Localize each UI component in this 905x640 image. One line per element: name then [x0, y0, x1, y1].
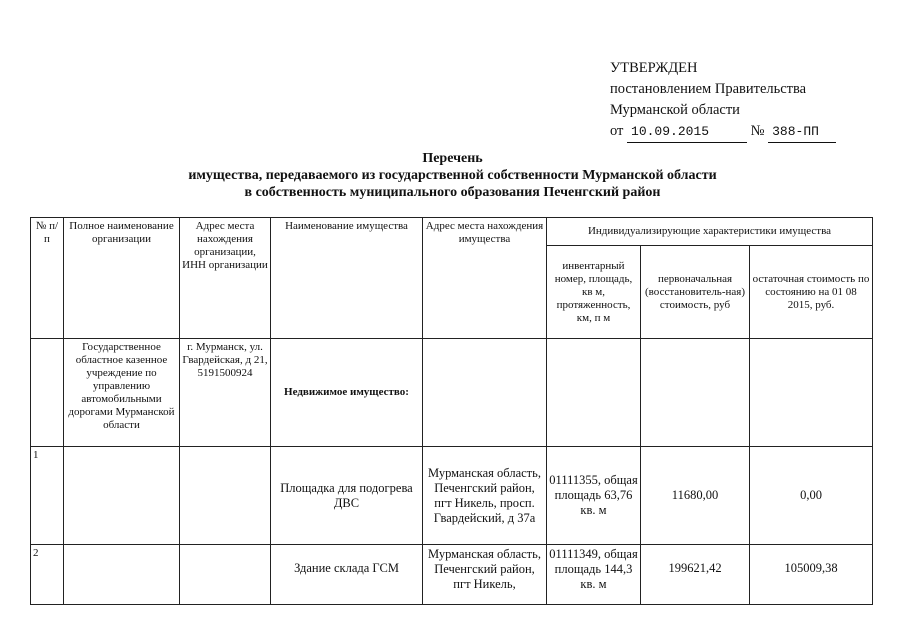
- header-num: № п/п: [31, 218, 64, 339]
- row-property-address: Мурманская область, Печенгский район, пгт Никель, просп. Гвардейский, д 37а: [423, 447, 547, 545]
- table-row: [31, 447, 873, 545]
- header-inventory: инвентарный номер, площадь, кв м, протяженность, км, п м: [547, 246, 641, 339]
- row-residual-cost: 105009,38: [750, 545, 873, 605]
- header-property-name: Наименование имущества: [271, 218, 423, 339]
- header-residual-cost: остаточная стоимость по состоянию на 01 08 2015, руб.: [750, 246, 873, 339]
- row-org-empty: [64, 447, 180, 545]
- approval-resolution: постановлением Правительства: [610, 81, 807, 97]
- header-org: Полное наименование организации: [64, 218, 180, 339]
- row-property-name: Здание склада ГСМ: [271, 545, 423, 605]
- row-num: 1: [31, 447, 64, 545]
- document-title: [0, 150, 905, 201]
- org-row-empty-4: [750, 339, 873, 447]
- org-row-empty-2: [547, 339, 641, 447]
- approval-date-line: [610, 121, 836, 143]
- row-initial-cost: 11680,00: [641, 447, 750, 545]
- approval-date: 10.09.2015: [627, 121, 747, 143]
- row-residual-cost: 0,00: [750, 447, 873, 545]
- from-label: от: [610, 123, 624, 139]
- row-org-addr-empty: [180, 447, 271, 545]
- row-property-address: Мурманская область, Печенгский район, пгт Никель,: [423, 545, 547, 605]
- row-org-empty: [64, 545, 180, 605]
- header-characteristics: Индивидуализирующие характеристики имущества: [547, 218, 873, 246]
- title-line-1: Перечень: [422, 151, 483, 166]
- property-category: Недвижимое имущество:: [271, 339, 423, 447]
- approved-label: УТВЕРЖДЕН: [610, 60, 698, 76]
- header-org-address: Адрес места нахождения организации, ИНН организации: [180, 218, 271, 339]
- org-name: Государственное областное казенное учреждение по управлению автомобильными дорогами Мурманской области: [64, 339, 180, 447]
- row-inventory: 01111349, общая площадь 144,3 кв. м: [547, 545, 641, 605]
- org-address: г. Мурманск, ул. Гвардейская, д 21, 5191500924: [180, 339, 271, 447]
- property-table: [30, 217, 873, 605]
- header-property-address: Адрес места нахождения имущества: [423, 218, 547, 339]
- title-line-2: имущества, передаваемого из государственной собственности Мурманской области: [188, 168, 717, 183]
- number-label: №: [750, 123, 765, 139]
- org-row-empty-1: [423, 339, 547, 447]
- row-num: 2: [31, 545, 64, 605]
- approval-number: 388-ПП: [768, 121, 836, 143]
- row-initial-cost: 199621,42: [641, 545, 750, 605]
- org-row-empty-3: [641, 339, 750, 447]
- table-row: [31, 545, 873, 605]
- row-org-addr-empty: [180, 545, 271, 605]
- header-initial-cost: первоначальная (восстановитель-ная) стоимость, руб: [641, 246, 750, 339]
- approval-block: [610, 58, 836, 143]
- title-line-3: в собственность муниципального образования Печенгский район: [244, 185, 661, 200]
- org-row: [31, 339, 873, 447]
- approval-region: Мурманской области: [610, 102, 740, 118]
- org-row-num: [31, 339, 64, 447]
- header-row-1: [31, 218, 873, 246]
- row-inventory: 01111355, общая площадь 63,76 кв. м: [547, 447, 641, 545]
- row-property-name: Площадка для подогрева ДВС: [271, 447, 423, 545]
